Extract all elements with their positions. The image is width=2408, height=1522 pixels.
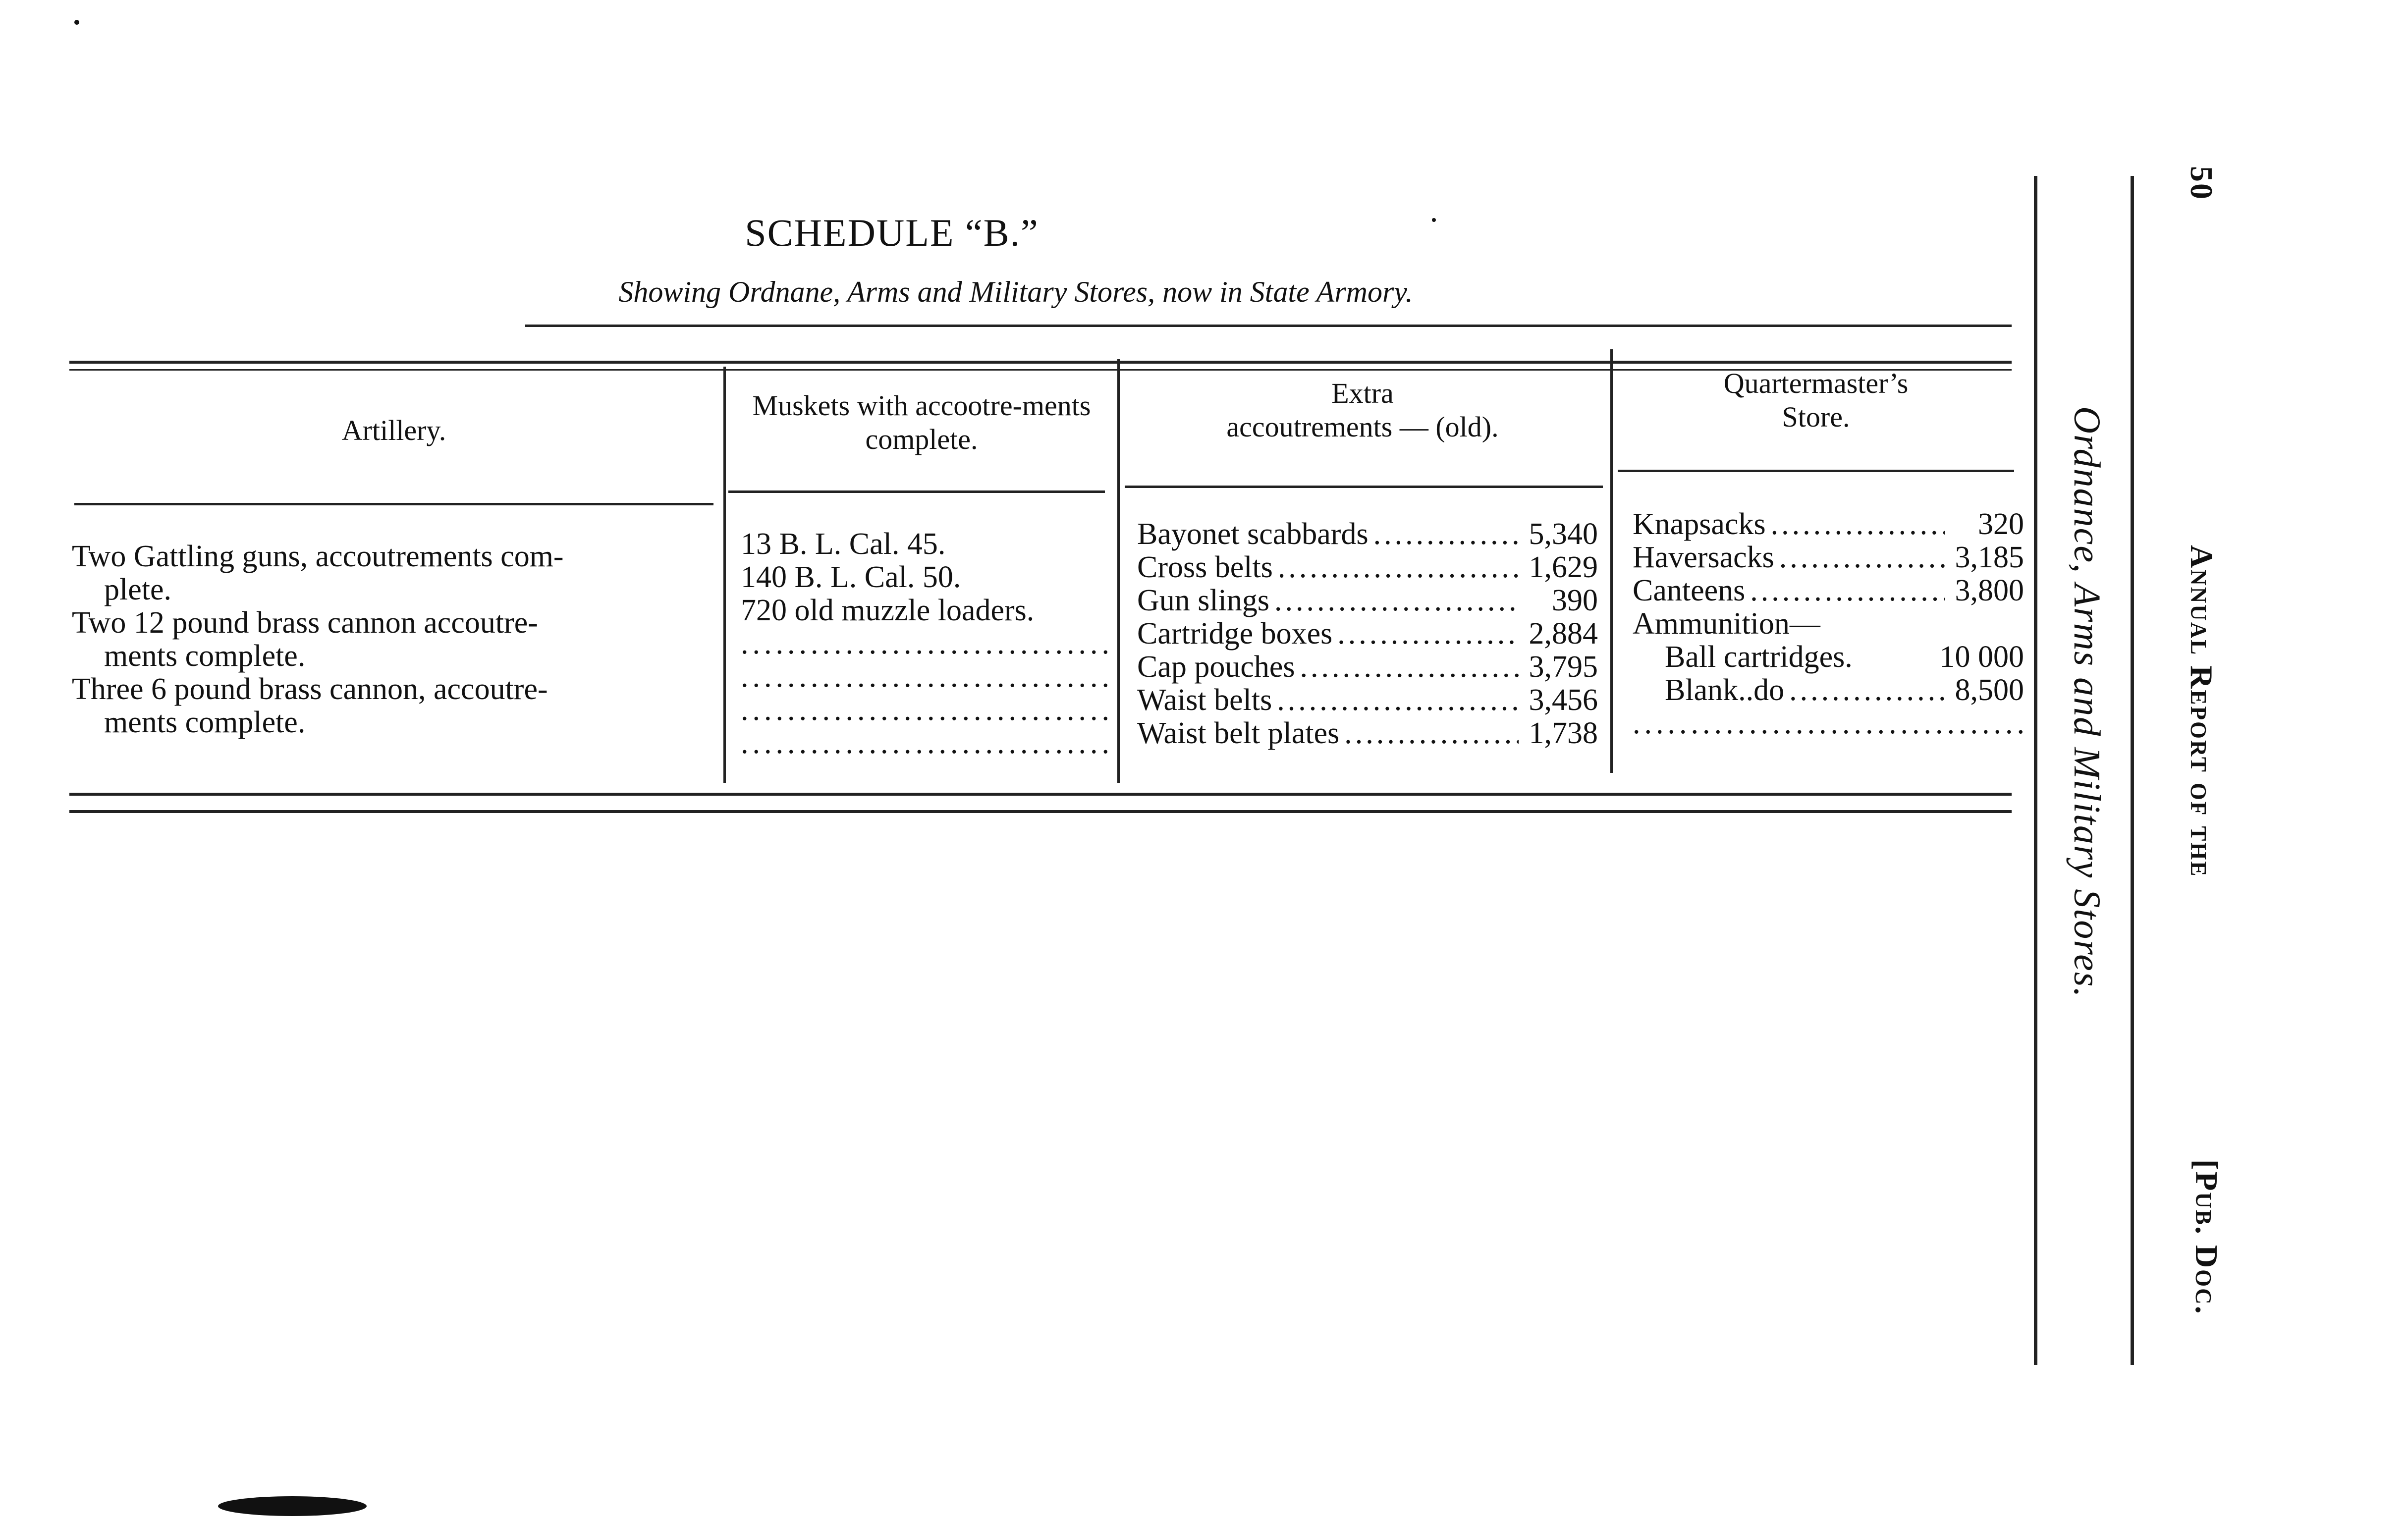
page-header: Annual Report of the: [2184, 545, 2219, 878]
pub-doc-label: [Pub. Doc.: [2189, 1159, 2224, 1315]
item-value: 10 000: [1939, 640, 2024, 674]
header-extra-line1: Extra: [1331, 377, 1394, 409]
dot-leader: [1344, 717, 1519, 750]
item-label: Blank..do: [1665, 673, 1785, 707]
list-item: [1137, 551, 1598, 584]
list-item: [1633, 508, 2024, 541]
item-label: Waist belt plates: [1137, 716, 1340, 750]
list-item: 13 B. L. Cal. 45.: [741, 527, 946, 561]
schedule-title: SCHEDULE “B.”: [745, 211, 1039, 254]
dot-leader-line: [741, 660, 1107, 694]
ink-dot: [74, 20, 79, 25]
list-item: 140 B. L. Cal. 50.: [741, 560, 961, 594]
item-value: 2,884: [1529, 617, 1598, 651]
list-item: [1633, 574, 2024, 607]
list-item: [72, 673, 716, 739]
list-item: [72, 606, 716, 673]
running-title: Ordnance, Arms and Military Stores.: [2066, 406, 2108, 998]
quartermaster-list: [1633, 508, 2024, 740]
list-item: [72, 540, 716, 606]
header-artillery: Artillery.: [341, 414, 446, 446]
item-label: Ball cartridges.: [1665, 640, 1853, 674]
list-item: [1137, 584, 1598, 617]
item-value: 3,795: [1529, 650, 1598, 684]
item-value: 3,185: [1955, 541, 2024, 574]
item-label: Waist belts: [1137, 683, 1272, 717]
list-item: [1633, 541, 2024, 574]
list-item: [1137, 717, 1598, 750]
header-underline: [74, 503, 713, 505]
header-underline: [1618, 470, 2014, 472]
header-quartermaster-line2: Store.: [1782, 401, 1850, 433]
column-divider: [723, 367, 726, 783]
list-item: [1137, 684, 1598, 717]
artillery-item-line1: Two 12 pound brass cannon accoutre-: [72, 606, 538, 640]
list-item: 720 old muzzle loaders.: [741, 594, 1035, 627]
artillery-item-line2: ments complete.: [104, 639, 306, 673]
list-item: [1137, 518, 1598, 551]
item-value: 390: [1552, 584, 1598, 617]
list-item: [1633, 641, 2024, 674]
item-value: 1,738: [1529, 716, 1598, 750]
header-underline: [728, 490, 1105, 493]
table-top-rule-2: [69, 361, 2012, 364]
dot-leader: [1274, 584, 1519, 617]
artillery-item-line2: ments complete.: [104, 706, 306, 739]
item-value: 3,800: [1955, 574, 2024, 607]
artillery-item-line1: Two Gattling guns, accoutrements com-: [72, 540, 564, 573]
item-value: 8,500: [1955, 673, 2024, 707]
column-divider: [1117, 359, 1120, 783]
header-extra-accoutrements: [1125, 377, 1600, 444]
dot-leader: [1277, 684, 1519, 717]
dot-leader-line: [1633, 707, 2024, 740]
item-label: Gun slings: [1137, 584, 1269, 617]
item-label: Cross belts: [1137, 550, 1273, 584]
page-number: 50: [2184, 166, 2219, 201]
dot-leader-line: [741, 727, 1107, 760]
header-muskets: Muskets with accootre-ments complete.: [752, 389, 1091, 455]
artillery-list: [72, 540, 716, 739]
dot-leader-line: [741, 627, 1107, 660]
extra-accoutrements-list: [1137, 518, 1598, 750]
ink-smudge: [218, 1496, 367, 1516]
dot-leader: [1300, 651, 1519, 684]
item-label: Ammunition—: [1633, 607, 1820, 641]
dot-leader: [1337, 617, 1519, 651]
dot-leader: [1789, 674, 1945, 707]
ink-dot: [1432, 218, 1436, 222]
muskets-list: [741, 528, 1107, 760]
dot-leader: [1771, 508, 1945, 541]
table-top-rule: [525, 325, 2012, 327]
item-value: 1,629: [1529, 550, 1598, 584]
item-value: 320: [1978, 507, 2024, 541]
list-item: [1633, 674, 2024, 707]
dot-leader: [1779, 541, 1945, 574]
item-label: Cartridge boxes: [1137, 617, 1333, 651]
header-underline: [1125, 486, 1603, 488]
header-quartermaster: [1620, 367, 2012, 434]
list-item: [1137, 651, 1598, 684]
list-item: [1137, 617, 1598, 651]
header-quartermaster-line1: Quartermaster’s: [1723, 367, 1909, 399]
dot-leader-line: [741, 694, 1107, 727]
item-label: Bayonet scabbards: [1137, 517, 1368, 551]
table-bottom-rule: [69, 793, 2012, 796]
margin-rule: [2034, 176, 2037, 1365]
dot-leader: [1750, 574, 1945, 607]
header-extra-line2: accoutrements — (old).: [1226, 411, 1499, 443]
schedule-subtitle: Showing Ordnane, Arms and Military Stores, now in State Armory.: [618, 275, 1413, 308]
item-value: 3,456: [1529, 683, 1598, 717]
item-value: 5,340: [1529, 517, 1598, 551]
column-divider: [1610, 349, 1613, 773]
item-label: Canteens: [1633, 574, 1746, 607]
margin-rule: [2131, 176, 2134, 1365]
artillery-item-line2: plete.: [104, 573, 171, 606]
table-bottom-rule-2: [69, 810, 2012, 813]
dot-leader: [1278, 551, 1519, 584]
artillery-item-line1: Three 6 pound brass cannon, accoutre-: [72, 672, 548, 706]
dot-leader: [1373, 518, 1519, 551]
item-label: Knapsacks: [1633, 507, 1766, 541]
list-item: [1633, 607, 2024, 641]
item-label: Cap pouches: [1137, 650, 1295, 684]
item-label: Haversacks: [1633, 541, 1774, 574]
